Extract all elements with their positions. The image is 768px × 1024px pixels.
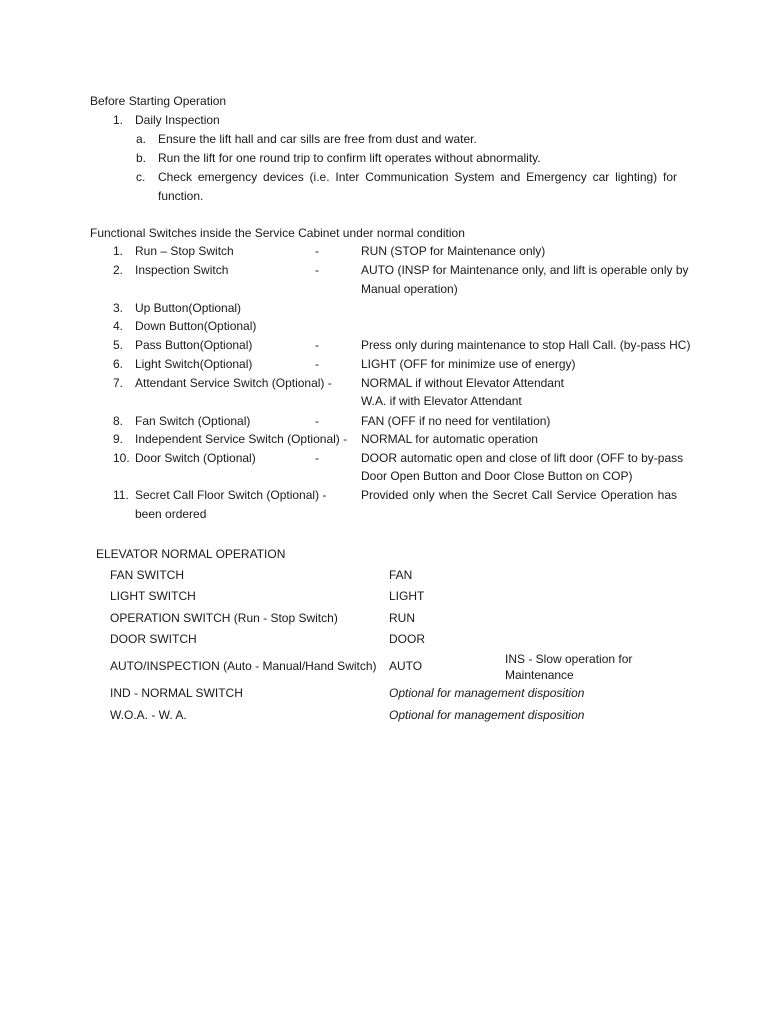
operation-value: LIGHT bbox=[389, 589, 425, 603]
subitem-letter: b. bbox=[136, 151, 147, 165]
switch-number: 11. bbox=[113, 488, 129, 502]
separator-dash: - bbox=[315, 263, 319, 277]
operation-note-continued: Maintenance bbox=[505, 668, 574, 682]
operation-label: AUTO/INSPECTION (Auto - Manual/Hand Switch) bbox=[110, 659, 377, 673]
switch-description: Press only during maintenance to stop Hall Call. (by-pass HC) bbox=[361, 338, 691, 352]
switch-description: FAN (OFF if no need for ventilation) bbox=[361, 414, 551, 428]
section-heading-before-starting: Before Starting Operation bbox=[90, 94, 227, 108]
operation-label: IND - NORMAL SWITCH bbox=[110, 686, 243, 700]
operation-label: DOOR SWITCH bbox=[110, 632, 197, 646]
switch-description: DOOR automatic open and close of lift door (OFF to by-pass bbox=[361, 451, 684, 465]
subitem-letter: c. bbox=[136, 170, 146, 184]
separator-dash: - bbox=[315, 357, 319, 371]
subitem-text: Ensure the lift hall and car sills are free from dust and water. bbox=[158, 132, 477, 146]
operation-value: Optional for management disposition bbox=[389, 708, 585, 722]
switch-name: Inspection Switch bbox=[135, 263, 229, 277]
item-number: 1. bbox=[113, 113, 124, 127]
separator-dash: - bbox=[315, 414, 319, 428]
switch-name: Light Switch(Optional) bbox=[135, 357, 253, 371]
operation-value: RUN bbox=[389, 611, 415, 625]
switch-description: NORMAL if without Elevator Attendant bbox=[361, 376, 564, 390]
switch-name: Independent Service Switch (Optional) - bbox=[135, 432, 348, 446]
switch-name: Run – Stop Switch bbox=[135, 244, 234, 258]
switch-name: Down Button(Optional) bbox=[135, 319, 257, 333]
switch-number: 3. bbox=[113, 301, 124, 315]
switch-number: 10. bbox=[113, 451, 130, 465]
operation-value: Optional for management disposition bbox=[389, 686, 585, 700]
section-heading-functional-switches: Functional Switches inside the Service Cabinet under normal condition bbox=[90, 226, 465, 240]
switch-number: 7. bbox=[113, 376, 124, 390]
separator-dash: - bbox=[315, 244, 319, 258]
subitem-letter: a. bbox=[136, 132, 147, 146]
switch-description: NORMAL for automatic operation bbox=[361, 432, 538, 446]
switch-description: RUN (STOP for Maintenance only) bbox=[361, 244, 546, 258]
switch-description-continued: W.A. if with Elevator Attendant bbox=[361, 394, 522, 408]
switch-name: Attendant Service Switch (Optional) - bbox=[135, 376, 332, 390]
switch-description: Provided only when the Secret Call Service Operation has bbox=[361, 488, 677, 502]
switch-description-continued: Door Open Button and Door Close Button on COP) bbox=[361, 469, 633, 483]
operation-label: W.O.A. - W. A. bbox=[110, 708, 187, 722]
separator-dash: - bbox=[315, 451, 319, 465]
switch-name-continued: been ordered bbox=[135, 507, 207, 521]
switch-number: 8. bbox=[113, 414, 124, 428]
operation-value: DOOR bbox=[389, 632, 425, 646]
operation-label: LIGHT SWITCH bbox=[110, 589, 196, 603]
switch-number: 5. bbox=[113, 338, 124, 352]
operation-label: FAN SWITCH bbox=[110, 568, 184, 582]
switch-number: 4. bbox=[113, 319, 124, 333]
item-label-daily-inspection: Daily Inspection bbox=[135, 113, 220, 127]
switch-number: 2. bbox=[113, 263, 124, 277]
switch-description: LIGHT (OFF for minimize use of energy) bbox=[361, 357, 576, 371]
subitem-text-continued: function. bbox=[158, 189, 204, 203]
switch-name: Secret Call Floor Switch (Optional) - bbox=[135, 488, 327, 502]
switch-number: 9. bbox=[113, 432, 124, 446]
operation-value: FAN bbox=[389, 568, 413, 582]
operation-value: AUTO bbox=[389, 659, 423, 673]
operation-label: OPERATION SWITCH (Run - Stop Switch) bbox=[110, 611, 338, 625]
switch-name: Fan Switch (Optional) bbox=[135, 414, 251, 428]
switch-description: AUTO (INSP for Maintenance only, and lift is operable only by bbox=[361, 263, 689, 277]
subitem-text: Run the lift for one round trip to confirm lift operates without abnormality. bbox=[158, 151, 541, 165]
section-heading-elevator-normal-operation: ELEVATOR NORMAL OPERATION bbox=[96, 547, 286, 561]
switch-name: Pass Button(Optional) bbox=[135, 338, 253, 352]
switch-description-continued: Manual operation) bbox=[361, 282, 458, 296]
separator-dash: - bbox=[315, 338, 319, 352]
switch-name: Door Switch (Optional) bbox=[135, 451, 256, 465]
subitem-text: Check emergency devices (i.e. Inter Communication System and Emergency car lighting) for bbox=[158, 170, 677, 184]
switch-number: 1. bbox=[113, 244, 124, 258]
operation-note: INS - Slow operation for bbox=[505, 652, 633, 666]
switch-number: 6. bbox=[113, 357, 124, 371]
switch-name: Up Button(Optional) bbox=[135, 301, 242, 315]
